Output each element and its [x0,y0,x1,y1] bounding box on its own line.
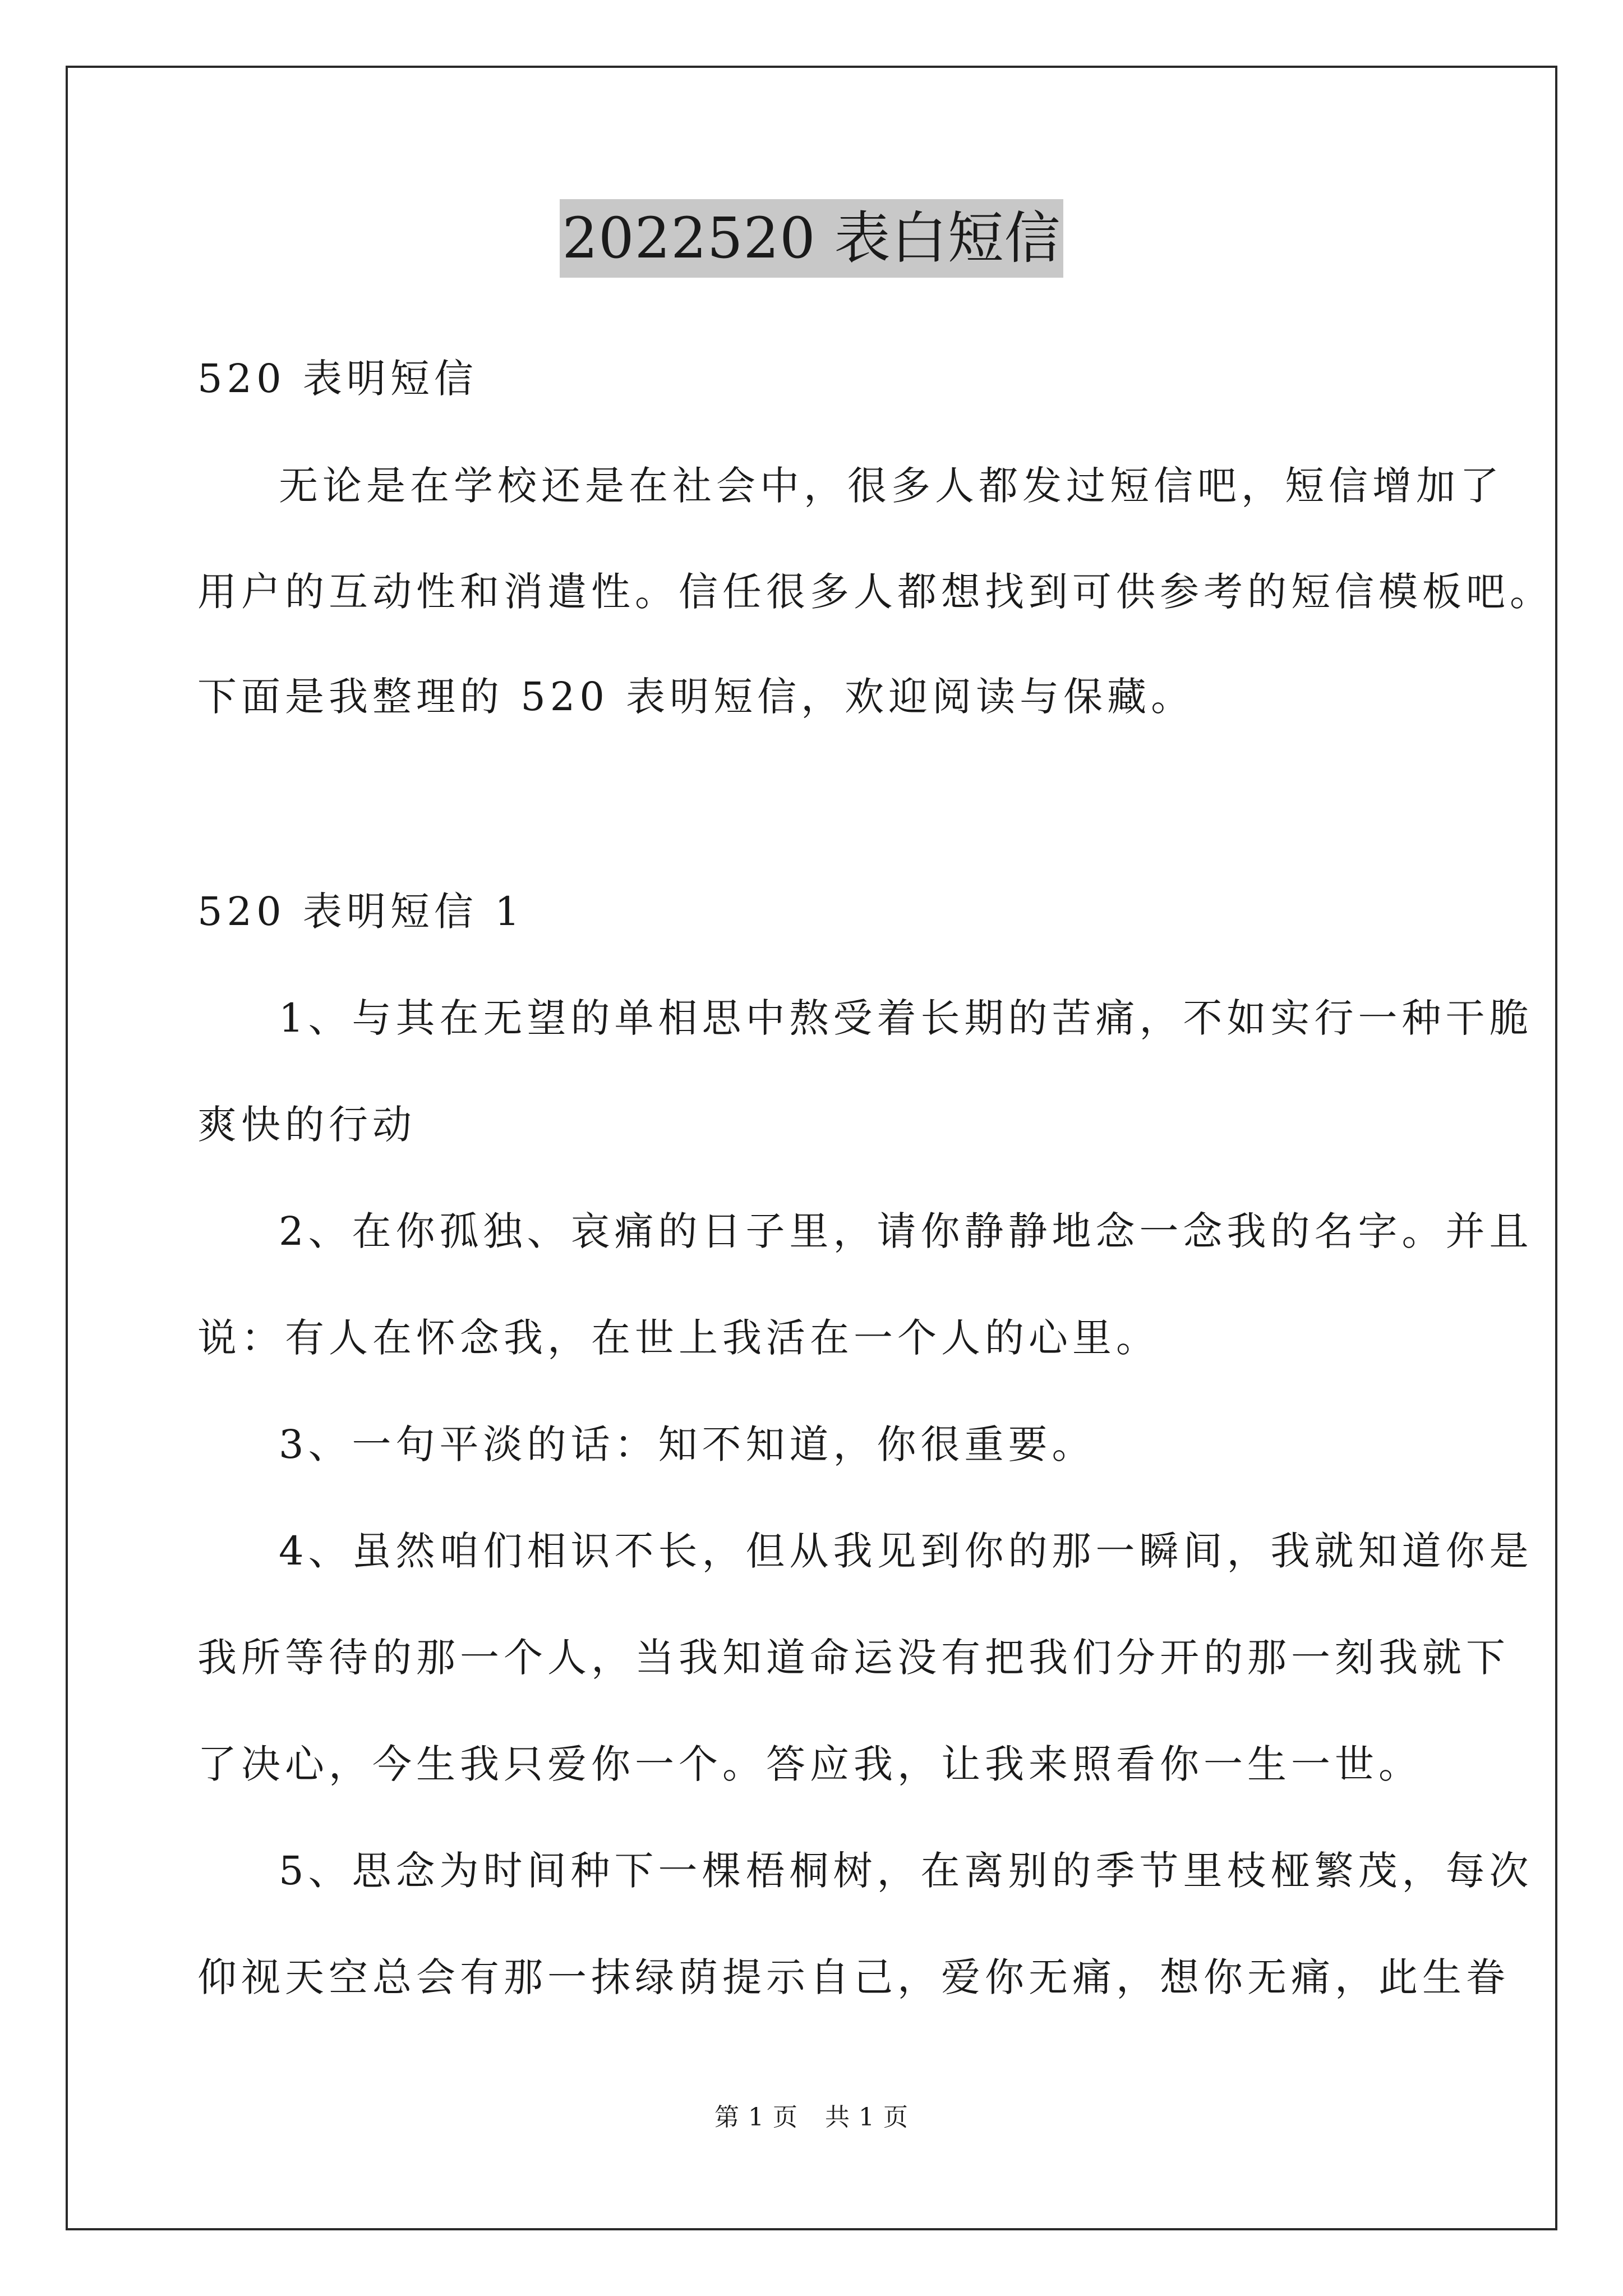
document-title: 2022520 表白短信 [560,199,1063,278]
page-footer [0,2101,1623,2134]
page-number: 第 1 页 [714,2103,798,2132]
title-container [0,199,1623,278]
section-heading: 520 表明短信 1 [197,889,524,935]
page-total: 共 1 页 [825,2103,909,2132]
item-line: 说：有人在怀念我，在世上我活在一个人的心里。 [197,1315,1160,1361]
item-line: 1、与其在无望的单相思中熬受着长期的苦痛，不如实行一种干脆 [279,995,1533,1041]
intro-line: 无论是在学校还是在社会中，很多人都发过短信吧，短信增加了 [279,463,1504,509]
item-line: 了决心，今生我只爱你一个。答应我，让我来照看你一生一世。 [197,1741,1422,1787]
item-line: 2、在你孤独、哀痛的日子里，请你静静地念一念我的名字。并且 [279,1208,1533,1254]
section-heading: 520 表明短信 [197,356,478,402]
item-line: 爽快的行动 [197,1102,416,1148]
item-line: 4、虽然咱们相识不长，但从我见到你的那一瞬间，我就知道你是 [279,1528,1533,1574]
item-line: 我所等待的那一个人，当我知道命运没有把我们分开的那一刻我就下 [197,1635,1510,1681]
item-line: 仰视天空总会有那一抹绿荫提示自己，爱你无痛，想你无痛，此生眷 [197,1954,1510,2000]
intro-line: 下面是我整理的 520 表明短信，欢迎阅读与保藏。 [197,674,1195,720]
item-line: 3、一句平淡的话：知不知道，你很重要。 [279,1421,1096,1467]
item-line: 5、思念为时间种下一棵梧桐树，在离别的季节里枝桠繁茂，每次 [279,1848,1533,1894]
intro-line: 用户的互动性和消遣性。信任很多人都想找到可供参考的短信模板吧。 [197,569,1553,615]
